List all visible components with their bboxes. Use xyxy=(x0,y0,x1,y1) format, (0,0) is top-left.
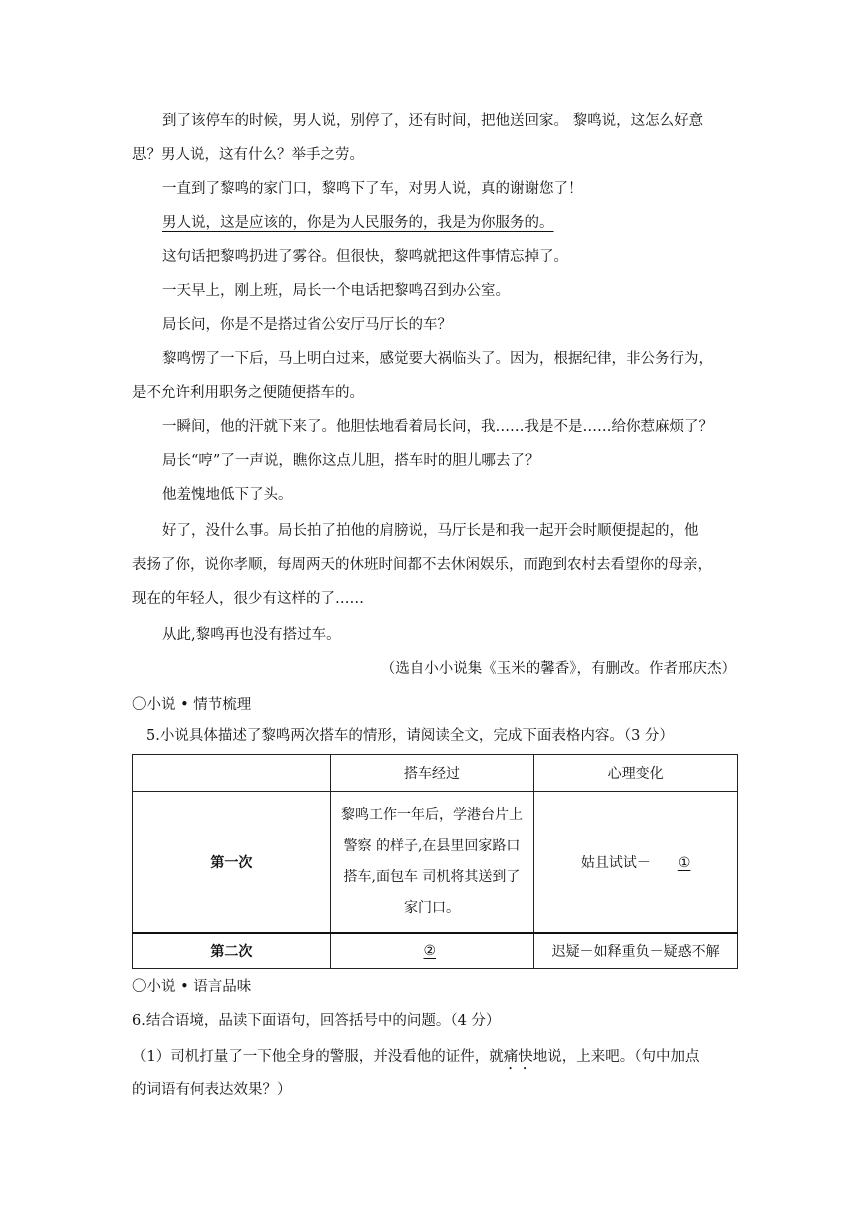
q6-1-after: 地说，上来吧。（句中加点 xyxy=(532,1049,700,1065)
first-ride-description xyxy=(330,792,534,934)
table-header-process: 搭车经过 xyxy=(330,755,534,792)
paragraph-12: 从此,黎鸣再也没有搭过车。 xyxy=(162,627,341,643)
desc-line: 黎鸣工作一年后，学港台片上 xyxy=(340,807,523,823)
paragraph-11-line-1: 好了，没什么事。局长拍了拍他的肩膀说，马厅长是和我一起开会时顺便提起的，他 xyxy=(162,523,699,539)
paragraph-10: 他羞愧地低下了头。 xyxy=(162,487,293,503)
table-header-change: 心理变化 xyxy=(534,755,738,792)
paragraph-6: 局长问，你是不是搭过省公安厅马厅长的车？ xyxy=(162,317,452,333)
table-row xyxy=(133,933,738,969)
table-row xyxy=(133,792,738,934)
section-heading-plot: 〇小说 • 情节梳理 xyxy=(132,697,252,713)
paragraph-9: 局长“哼”了一声说，瞧你这点儿胆，搭车时的胆儿哪去了？ xyxy=(162,453,540,469)
blank-1: ① xyxy=(677,855,691,871)
question-6-1-line-2: 的词语有何表达效果？） xyxy=(132,1082,292,1098)
question-6: 6.结合语境，品读下面语句，回答括号中的问题。（4 分） xyxy=(132,1013,501,1029)
answer-table xyxy=(132,754,738,969)
paragraph-7-line-2: 是不允许利用职务之便随便搭车的。 xyxy=(132,385,364,401)
change-prefix: 姑且试试－ xyxy=(580,855,651,871)
desc-line: 搭车,面包车 司机将其送到了 xyxy=(343,869,521,885)
first-ride-change xyxy=(534,792,738,934)
paragraph-2: 一直到了黎鸣的家门口，黎鸣下了车，对男人说，真的谢谢您了！ xyxy=(162,181,583,197)
paragraph-3-underlined xyxy=(132,206,766,240)
paragraph-11-line-3: 现在的年轻人，很少有这样的了…… xyxy=(132,591,364,607)
question-5: 5.小说具体描述了黎鸣两次搭车的情形，请阅读全文，完成下面表格内容。（3 分） xyxy=(146,728,674,744)
second-ride-blank xyxy=(330,933,534,969)
desc-line: 家门口。 xyxy=(403,900,460,916)
second-ride-change: 迟疑－如释重负－疑惑不解 xyxy=(534,933,738,969)
desc-line: 警察 的样子,在县里回家路口 xyxy=(343,838,521,854)
dotted-word: 痛快 xyxy=(503,1049,533,1065)
paragraph-5: 一天早上，刚上班，局长一个电话把黎鸣召到办公室。 xyxy=(162,283,510,299)
paragraph-4: 这句话把黎鸣扔进了雾谷。但很快，黎鸣就把这件事情忘掉了。 xyxy=(162,249,568,265)
table-header-empty xyxy=(133,755,331,792)
paragraph-11-line-2: 表扬了你，说你孝顺，每周两天的休班时间都不去休闲娱乐，而跑到农村去看望你的母亲， xyxy=(132,557,712,573)
paragraph-8: 一瞬间，他的汗就下来了。他胆怯地看着局长问，我……我是不是……给你惹麻烦了？ xyxy=(162,419,713,435)
table-header-row xyxy=(133,755,738,792)
source-note: （选自小小说集《玉米的馨香》，有删改。作者邢庆杰） xyxy=(380,661,736,677)
row-label-first: 第一次 xyxy=(133,792,331,934)
question-6-1-line-1 xyxy=(132,1040,736,1074)
section-heading-language: 〇小说 • 语言品味 xyxy=(132,979,252,995)
underlined-sentence: 男人说，这是应该的，你是为人民服务的，我是为你服务的。 xyxy=(162,215,554,231)
row-label-second: 第二次 xyxy=(133,933,331,969)
q6-1-before: （1）司机打量了一下他全身的警服，并没看他的证件，就 xyxy=(132,1049,504,1065)
paragraph-1-line-2: 思？男人说，这有什么？举手之劳。 xyxy=(132,147,364,163)
paragraph-1-line-1: 到了该停车的时候，男人说，别停了，还有时间，把他送回家。 黎鸣说，这怎么好意 xyxy=(162,113,704,129)
paragraph-7-line-1: 黎鸣愣了一下后，马上明白过来，感觉要大祸临头了。因为，根据纪律，非公务行为， xyxy=(162,351,713,367)
blank-2: ② xyxy=(423,943,437,959)
